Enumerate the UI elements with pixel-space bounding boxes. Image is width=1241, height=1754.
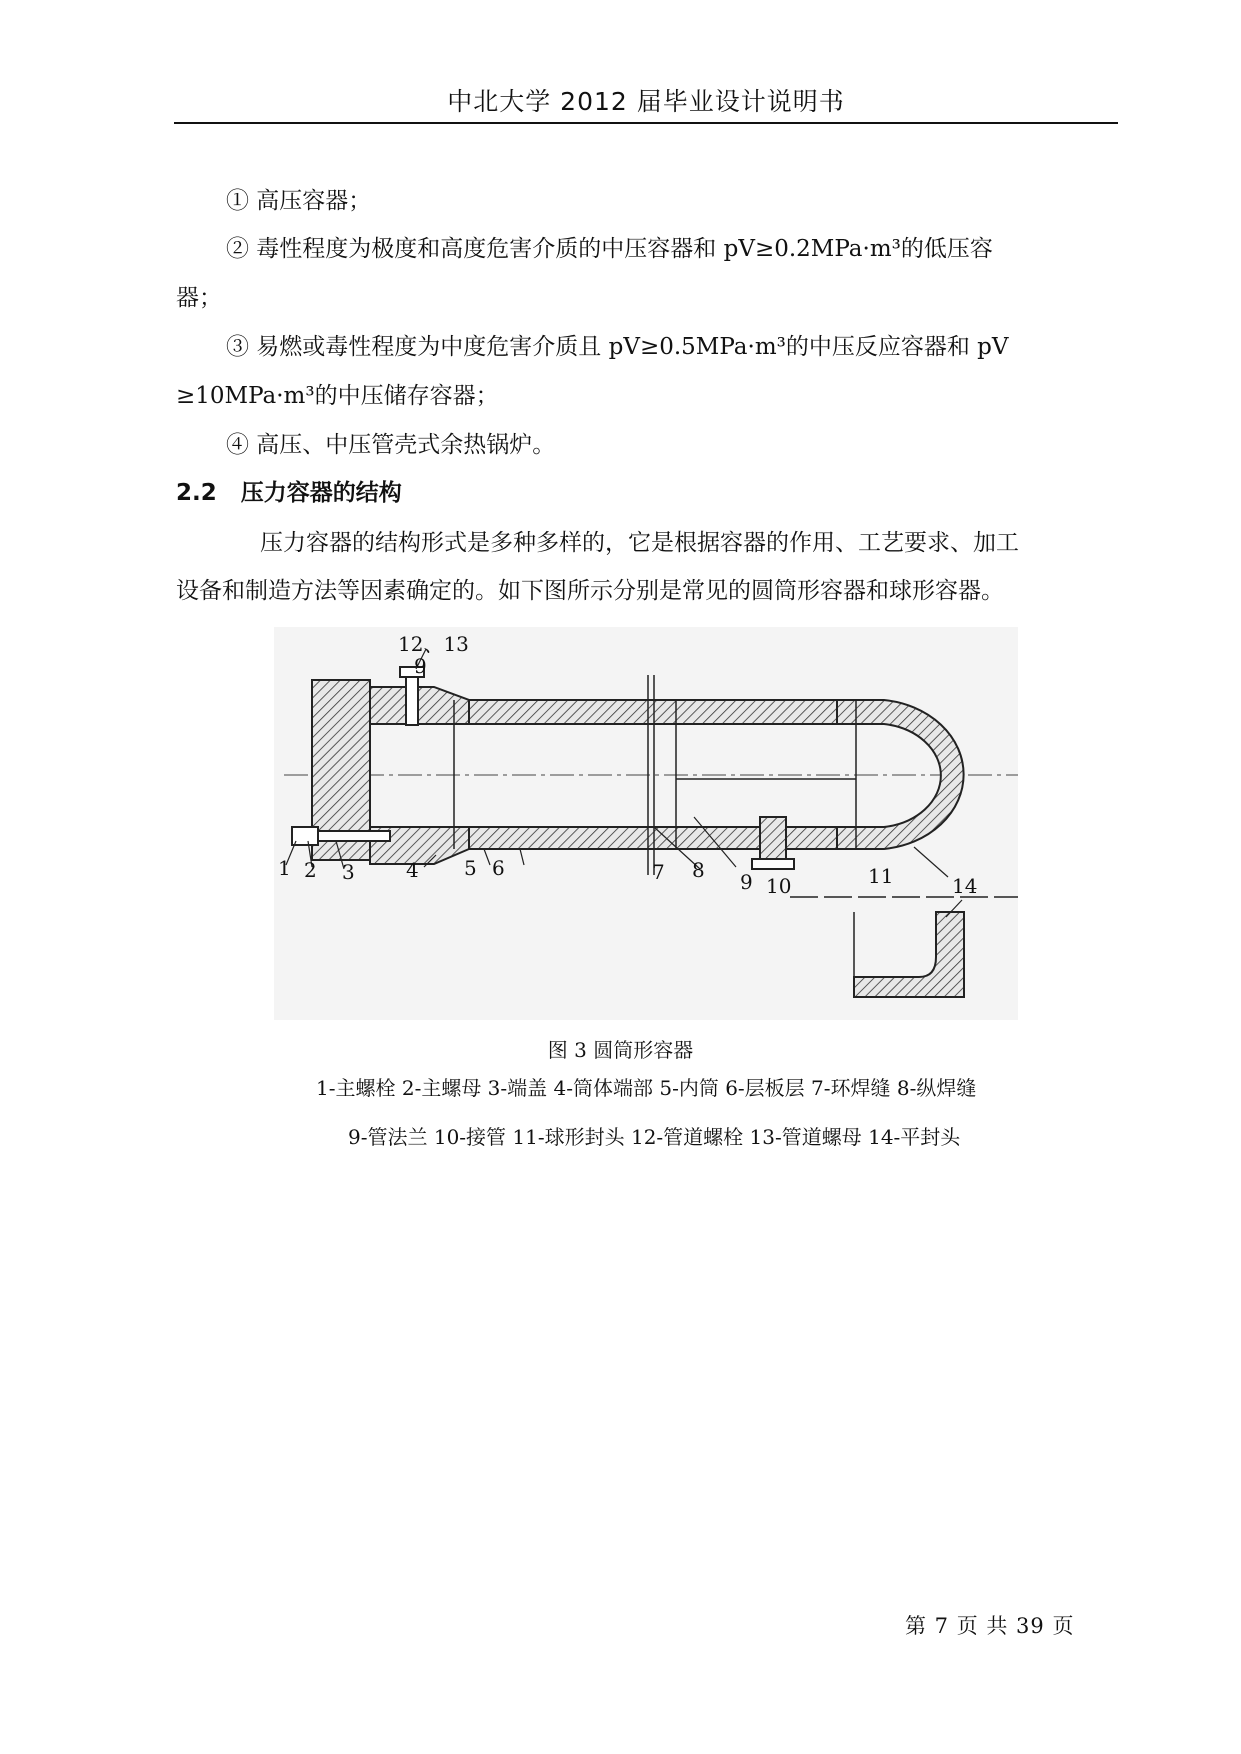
- flat-head: [854, 912, 964, 997]
- list-item-1: ① 高压容器；: [226, 188, 372, 214]
- main-bolt: [318, 831, 390, 841]
- label-12-13: 12、13: [398, 632, 469, 656]
- header-title: 中北大学 2012 届毕业设计说明书: [447, 87, 845, 116]
- pipe-flange: [752, 859, 794, 869]
- figure-legend-line-2: 9-管法兰 10-接管 11-球形封头 12-管道螺栓 13-管道螺母 14-平封头: [348, 1125, 961, 1149]
- list-item-4: ④ 高压、中压管壳式余热锅炉。: [226, 432, 556, 458]
- list-item-3-line2: ≥10MPa·m³的中压储存容器；: [176, 383, 499, 409]
- list-item-2-line1: ② 毒性程度为极度和高度危害介质的中压容器和 pV≥0.2MPa·m³的低压容: [226, 236, 993, 262]
- list-item-3-line1: ③ 易燃或毒性程度为中度危害介质且 pV≥0.5MPa·m³的中压反应容器和 pV: [226, 334, 1009, 360]
- page-header: [174, 86, 1118, 124]
- label-6: 6: [492, 856, 505, 880]
- page-number: 第 7 页 共 39 页: [905, 1614, 1075, 1638]
- figure-caption: 图 3 圆筒形容器: [547, 1038, 694, 1062]
- paragraph-line-1: 压力容器的结构形式是多种多样的，它是根据容器的作用、工艺要求、加工: [260, 530, 1019, 556]
- section-heading: [176, 478, 402, 508]
- section-title: 压力容器的结构: [240, 480, 402, 506]
- label-14: 14: [952, 874, 978, 898]
- shell-wall-top: [469, 700, 837, 724]
- paragraph-line-2: 设备和制造方法等因素确定的。如下图所示分别是常见的圆筒形容器和球形容器。: [176, 578, 1004, 604]
- label-9-flange: 9: [740, 870, 753, 894]
- label-7: 7: [652, 860, 665, 884]
- pipe-bolt-shank: [406, 677, 418, 725]
- label-8: 8: [692, 858, 705, 882]
- nozzle: [760, 817, 786, 861]
- label-2: 2: [304, 858, 317, 882]
- label-1: 1: [278, 856, 291, 880]
- vessel-drawing: [274, 627, 1018, 1020]
- label-9-bolt: 9: [414, 654, 427, 678]
- list-item-2-line2: 器；: [176, 285, 222, 311]
- cylindrical-vessel-figure: [274, 627, 1018, 1020]
- label-4: 4: [406, 858, 419, 882]
- label-5: 5: [464, 856, 477, 880]
- label-10: 10: [766, 874, 792, 898]
- label-3: 3: [342, 860, 355, 884]
- label-11: 11: [868, 864, 894, 888]
- figure-legend-line-1: 1-主螺栓 2-主螺母 3-端盖 4-筒体端部 5-内筒 6-层板层 7-环焊缝 8-纵焊缝: [316, 1076, 977, 1100]
- section-number: 2.2: [176, 480, 217, 506]
